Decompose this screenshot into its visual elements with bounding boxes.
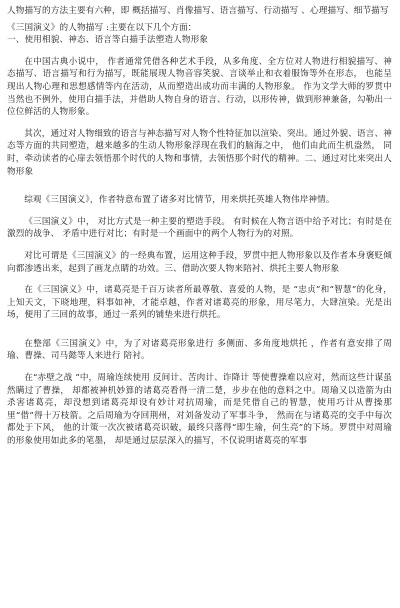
body-paragraph: 在中国古典小说中， 作者通常凭借各种艺术手段，从多角度、全方位对人物进行相貌描写、神态描写、语言描写和行为描写，既能展现人物音容笑貌、言谈举止和衣着服饰等外在形态， 也能呈现出人物心理和思想感情等内在活动，从而塑造出成功而丰满的人物形象。 作为文学大师的罗贯中当然也不例外，使用白描手法，并借助人物自身的语言、行动，以形传神，做到形神兼备，勾勒出一位位鲜活的人物形象。 — [7, 56, 392, 118]
section-heading-1: 一、使用相貌、神态、语言等白描手法塑造人物形象 — [7, 35, 209, 46]
body-paragraph: 在整部《三国演义》中，为了对诸葛亮形象进行 多侧面、多角度地烘托 ，作者有意安排了周瑜、曹操、司马懿等人来进行 陪衬。 — [7, 338, 392, 362]
body-paragraph: 《三国演义》中， 对比方式是一种主要的塑造手段。 有时候在人物言语中给予对比；有时是在激烈的战争、 矛盾中进行对比；有时是一个画面中的两个人物行为的对照。 — [7, 216, 392, 240]
body-paragraph: 其次，通过对人物细致的语言与神态描写对人物个性特征加以渲染、突出。通过外貌、语言、神态等方面的共同塑造，越来越多的生动人物形象浮现在我们的脑海之中， 他们由此而生机盎然， 同时，牵动读者的心扉去领悟那个时代的人物和事情，去领悟那个时代的精神。二、通过对比来突出人物形象 — [7, 128, 392, 177]
body-paragraph: 对比可谓是《三国演义》的一经典布置，运用这种手段，罗贯中把人物形象以及作者本身褒贬倾向都渗透出来，起到了画龙点睛的功效。三、借助次要人物来陪衬、烘托主要人物形象 — [7, 250, 392, 274]
body-paragraph: 在“赤壁之战 ”中，周瑜连续使用 反间计、苦肉计、诈降计 等使曹操难以应对，然而这些计谋虽然瞒过了曹操， 却都被神机妙算的诸葛亮看得一清二楚，步步在他的意料之中。周瑜又以造箭为由杀害诸葛亮，却没想到诸葛亮却设有妙计对抗周瑜，而是凭借自己的智慧，使用巧计从曹操那里“借”得十万枝箭。之后周瑜为夺回荆州，对刘备发动了军事斗争， 然而在与诸葛亮的交手中每次都处于下风， 他的计策一次次被诸葛亮识破，最终只落得“即生瑜，何生亮”的下场。罗贯中对周瑜的形象使用如此多的笔墨， 却是通过层层深入的描写，不仅说明诸葛亮的军事 — [7, 373, 392, 447]
intro-paragraph: 人物描写的方法主要有六种，即 概括描写、肖像描写、语言描写、行动描写 、心理描写、细节描写 — [7, 6, 389, 16]
body-paragraph: 在《三国演义》中，诸葛亮是千百万读者所最尊敬、喜爱的人物，是 “忠贞”和“智慧”的化身，上知天文，下晓地理，料事如神，才能卓越，作者对诸葛亮的形象，用尽笔力，大肆渲染。光是出场，便用了三回的故事，通过一系列的铺垫来进行烘托。 — [7, 285, 392, 321]
topic-line: 《三国演义》的人物描写 :主要在以下几个方面： — [7, 22, 197, 33]
body-paragraph: 综观《三国演义》，作者特意布置了诸多对比情节，用来烘托英雄人物伟岸神情。 — [24, 195, 335, 206]
